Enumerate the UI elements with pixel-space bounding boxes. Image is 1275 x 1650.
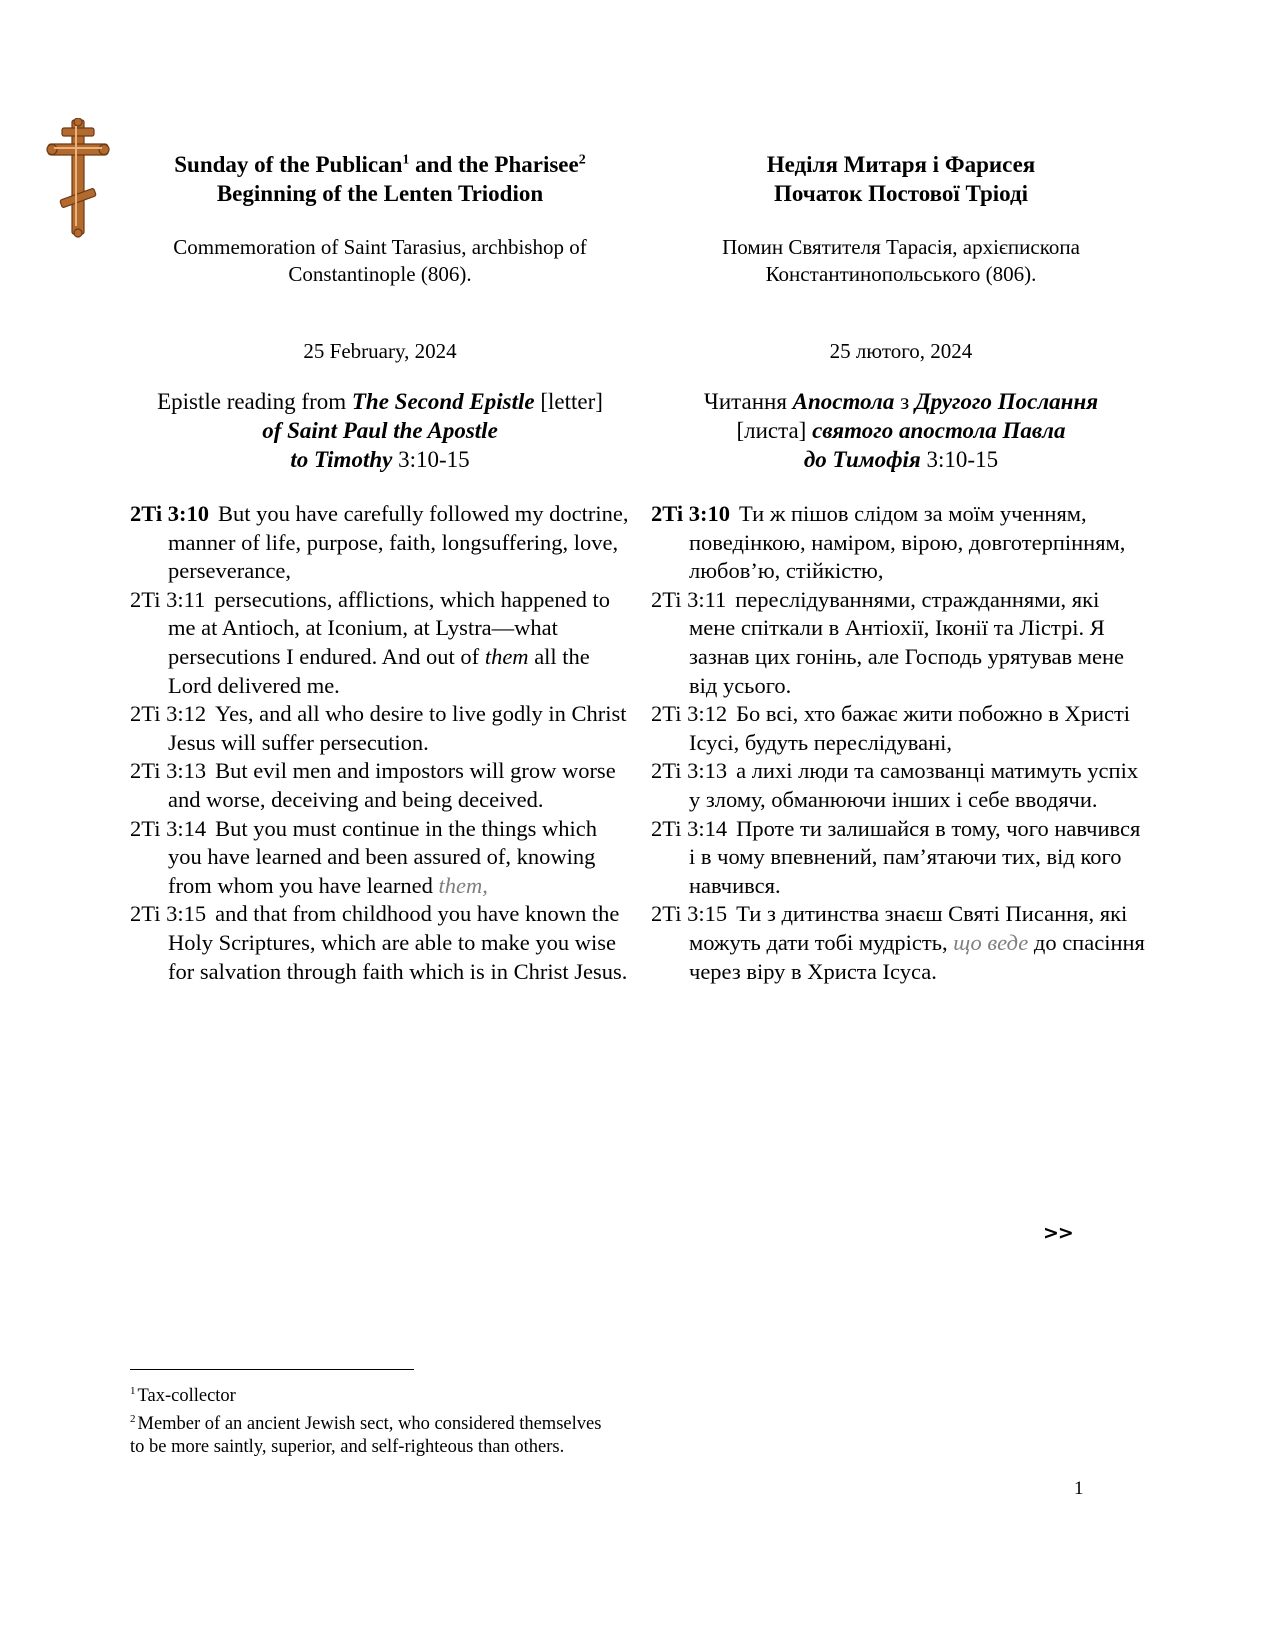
verse-item: 2Ti 3:12 Бо всі, хто бажає жити побожно в Христі Ісусі, будуть переслідувані, — [651, 701, 1131, 755]
verse-ref: 2Ti 3:11 — [130, 586, 206, 612]
verse-item: 2Ti 3:14 But you must continue in the things which you have learned and been assured of, knowing from whom you have learned them, — [130, 815, 597, 898]
continue-marker[interactable]: >> — [1043, 1222, 1073, 1244]
verse-item: 2Ti 3:15 Ти з дитинства знаєш Святі Писання, які можуть дати тобі мудрість, що веде до спасіння через віру в Христа Ісуса. — [651, 901, 1145, 984]
verse-ref: 2Ti 3:13 — [130, 758, 207, 784]
english-title: Sunday of the Publican$^1$ and the Pharisee$^2$ Beginning of the Lenten Triodion — [174, 152, 586, 206]
verse-ref: 2Ti 3:12 — [130, 701, 207, 727]
verse-item: 2Ti 3:12 Yes, and all who desire to live godly in Christ Jesus will suffer persecution. — [130, 701, 627, 755]
ukrainian-commemoration: Помин Святителя Тарасія, архієпископа Константинопольського (806). — [722, 235, 1080, 286]
footnote-2: $^2$ Member of an ancient Jewish sect, who considered themselves to be more saintly, superior, and self-righteous than others. — [130, 1413, 602, 1458]
english-column — [130, 150, 630, 986]
ukrainian-column — [651, 150, 1151, 986]
verse-ref: 2Ti 3:15 — [130, 901, 207, 927]
verse-ref: 2Ti 3:15 — [651, 901, 728, 927]
ukrainian-subtitle: Початок Постової Тріоді — [773, 181, 1029, 206]
english-verse-list — [130, 500, 630, 986]
verse-item: 2Ti 3:13 а лихі люди та самозванці матимуть успіх у злому, обманюючи інших і себе вводячи. — [651, 758, 1139, 812]
footnote-1: $^1$ Tax-collector — [130, 1385, 236, 1407]
verse-ref: 2Ti 3:11 — [651, 586, 727, 612]
ukrainian-date: 25 лютого, 2024 — [829, 339, 973, 363]
verse-ref: 2Ti 3:13 — [651, 758, 728, 784]
footnotes — [130, 1380, 605, 1459]
footnote-ref-1[interactable]: 1 — [402, 152, 410, 168]
orthodox-cross-icon — [46, 118, 110, 238]
verse-item: 2Ti 3:14 Проте ти залишайся в тому, чого навчився і в чому впевнений, пам’ятаючи тих, від кого навчився. — [651, 815, 1141, 898]
page-number: 1 — [1074, 1478, 1084, 1499]
footnote-ref-2[interactable]: 2 — [578, 152, 586, 168]
verse-ref: 2Ti 3:14 — [651, 815, 728, 841]
english-date: 25 February, 2024 — [303, 339, 457, 363]
verse-ref: 2Ti 3:10 — [651, 501, 730, 526]
ukrainian-reading-intro: Читання Апостола з Другого Послання [листа] святого апостола Павла до Тимофія 3:10-15 — [703, 389, 1099, 472]
english-subtitle: Beginning of the Lenten Triodion — [216, 181, 544, 206]
verse-item: 2Ti 3:11 persecutions, afflictions, which happened to me at Antioch, at Iconium, at Lystra—what persecutions I endured. And out of them all the Lord delivered me. — [130, 586, 610, 698]
english-commemoration: Commemoration of Saint Tarasius, archbishop of Constantinople (806). — [173, 235, 587, 286]
footnote-divider — [130, 1369, 414, 1370]
english-reading-intro: Epistle reading from The Second Epistle [letter] of Saint Paul the Apostle to Timothy 3:10-15 — [157, 389, 603, 472]
verse-ref: 2Ti 3:10 — [130, 501, 209, 526]
ukrainian-title: Неділя Митаря і Фарисея Початок Постової Тріоді — [766, 152, 1036, 206]
verse-ref: 2Ti 3:14 — [130, 815, 207, 841]
verse-item: 2Ti 3:10 Ти ж пішов слідом за моїм ученням, поведінкою, наміром, вірою, довготерпінням, любов’ю, стійкістю, — [651, 501, 1126, 584]
verse-item: 2Ti 3:13 But evil men and impostors will grow worse and worse, deceiving and being deceived. — [130, 758, 616, 812]
verse-item: 2Ti 3:10 But you have carefully followed my doctrine, manner of life, purpose, faith, longsuffering, love, perseverance, — [130, 501, 629, 584]
verse-ref: 2Ti 3:12 — [651, 701, 728, 727]
verse-item: 2Ti 3:15 and that from childhood you have known the Holy Scriptures, which are able to make you wise for salvation through faith which is in Christ Jesus. — [130, 901, 628, 984]
ukrainian-verse-list — [651, 500, 1151, 986]
verse-item: 2Ti 3:11 переслідуваннями, стражданнями, які мене спіткали в Антіохії, Іконії та Лістрі. Я зазнав цих гонінь, але Господь урятував мене від усього. — [651, 586, 1125, 698]
